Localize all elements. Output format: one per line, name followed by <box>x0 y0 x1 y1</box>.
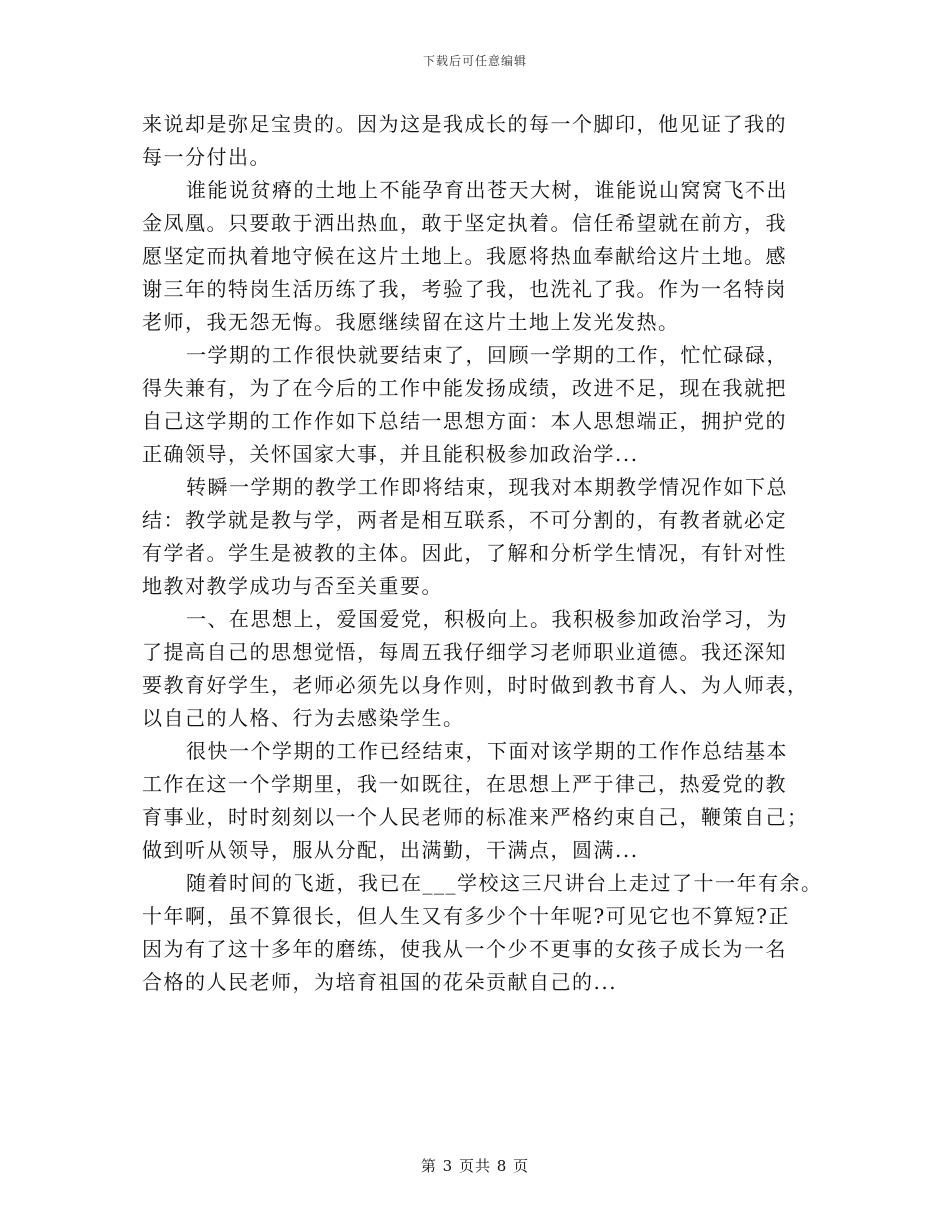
text-line: 因为有了这十多年的磨练，使我从一个少不更事的女孩子成长为一名 <box>142 937 787 961</box>
text-line: 自己这学期的工作作如下总结一思想方面：本人思想端正，拥护党的 <box>142 409 787 433</box>
paragraph <box>142 174 832 339</box>
text-line: 谁能说贫瘠的土地上不能孕育出苍天大树，谁能说山窝窝飞不出 <box>186 178 788 202</box>
paragraph <box>142 471 832 603</box>
text-line: 有学者。学生是被教的主体。因此，了解和分析学生情况，有针对性 <box>142 541 787 565</box>
text-line: 一、在思想上，爱国爱党，积极向上。我积极参加政治学习，为 <box>186 607 788 631</box>
text-line: 很快一个学期的工作已经结束，下面对该学期的工作作总结基本 <box>186 739 788 763</box>
text-line: 老师，我无怨无悔。我愿继续留在这片土地上发光发热。 <box>142 310 680 334</box>
page-number-footer: 第 3 页共 8 页 <box>420 1157 530 1175</box>
paragraph <box>142 108 832 174</box>
document-body <box>142 108 832 999</box>
text-line: 正确领导，关怀国家大事，并且能积极参加政治学... <box>142 442 639 466</box>
text-line: 地教对教学成功与否至关重要。 <box>142 574 443 598</box>
text-line: 金凤凰。只要敢于洒出热血，敢于坚定执着。信任希望就在前方，我 <box>142 211 787 235</box>
text-line: 一学期的工作很快就要结束了，回顾一学期的工作，忙忙碌碌， <box>186 343 788 367</box>
text-line: 合格的人民老师，为培育祖国的花朵贡献自己的... <box>142 970 618 994</box>
page-header: 下载后可任意编辑 <box>422 54 527 68</box>
text-line: 要教育好学生，老师必须先以身作则，时时做到教书育人、为人师表， <box>142 673 809 697</box>
text-line: 做到听从领导，服从分配，出满勤，干满点，圆满... <box>142 838 639 862</box>
text-line: 来说却是弥足宝贵的。因为这是我成长的每一个脚印，他见证了我的 <box>142 112 787 136</box>
text-line: 每一分付出。 <box>142 145 271 169</box>
text-line: 工作在这一个学期里，我一如既往，在思想上严于律己，热爱党的教 <box>142 772 787 796</box>
text-line: 愿坚定而执着地守候在这片土地上。我愿将热血奉献给这片土地。感 <box>142 244 787 268</box>
text-line: 得失兼有，为了在今后的工作中能发扬成绩，改进不足，现在我就把 <box>142 376 787 400</box>
text-line: 结：教学就是教与学，两者是相互联系，不可分割的，有教者就必定 <box>142 508 787 532</box>
text-line: 谢三年的特岗生活历练了我，考验了我，也洗礼了我。作为一名特岗 <box>142 277 787 301</box>
text-line: 十年啊，虽不算很长，但人生又有多少个十年呢?可见它也不算短?正 <box>142 904 790 928</box>
text-line: 了提高自己的思想觉悟，每周五我仔细学习老师职业道德。我还深知 <box>142 640 787 664</box>
paragraph <box>142 603 832 735</box>
text-line: 育事业，时时刻刻以一个人民老师的标准来严格约束自己，鞭策自己； <box>142 805 809 829</box>
paragraph <box>142 867 832 999</box>
paragraph <box>142 735 832 867</box>
text-line: 以自己的人格、行为去感染学生。 <box>142 706 465 730</box>
text-line: 随着时间的飞逝，我已在___学校这三尺讲台上走过了十一年有余。 <box>186 871 823 895</box>
text-line: 转瞬一学期的教学工作即将结束，现我对本期教学情况作如下总 <box>186 475 788 499</box>
paragraph <box>142 339 832 471</box>
